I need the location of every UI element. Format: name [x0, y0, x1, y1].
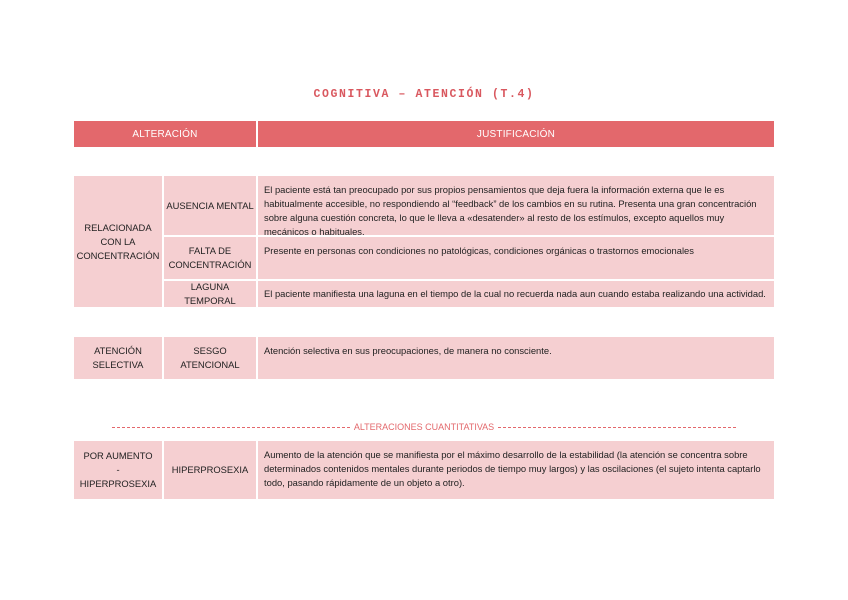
row-name-falta-concentracion: FALTA DE CONCENTRACIÓN: [164, 237, 256, 279]
separator-label: ALTERACIONES CUANTITATIVAS: [353, 422, 495, 432]
row-text-ausencia-mental: El paciente está tan preocupado por sus propios pensamientos que deja fuera la información externa que le es habitualmente accesible, no respondiendo al “feedback” de los cambios en su rutina. Presenta una gran concentración sobre alguna cuestión concreta, lo que le lleva a «desatender» al resto de los estímulos, excepto aquellos muy mecánicos o habituales.: [258, 176, 774, 235]
group-label-concentracion: RELACIONADA CON LA CONCENTRACIÓN: [74, 176, 162, 307]
row-name-sesgo-atencional: SESGO ATENCIONAL: [164, 337, 256, 379]
section-separator: [112, 422, 736, 432]
header-alteracion: ALTERACIÓN: [74, 121, 256, 147]
group-label-hiperprosexia: POR AUMENTO - HIPERPROSEXIA: [74, 441, 162, 499]
row-name-hiperprosexia: HIPERPROSEXIA: [164, 441, 256, 499]
group-label-atencion-selectiva: ATENCIÓN SELECTIVA: [74, 337, 162, 379]
row-text-falta-concentracion: Presente en personas con condiciones no patológicas, condiciones orgánicas o trastornos emocionales: [258, 237, 774, 279]
dashed-line-left: [112, 427, 350, 428]
row-text-sesgo-atencional: Atención selectiva en sus preocupaciones, de manera no consciente.: [258, 337, 774, 379]
header-justificacion: JUSTIFICACIÓN: [258, 121, 774, 147]
row-text-laguna-temporal: El paciente manifiesta una laguna en el tiempo de la cual no recuerda nada aun cuando estaba realizando una actividad.: [258, 281, 774, 307]
dashed-line-right: [498, 427, 736, 428]
row-name-ausencia-mental: AUSENCIA MENTAL: [164, 176, 256, 235]
row-name-laguna-temporal: LAGUNA TEMPORAL: [164, 281, 256, 307]
page-title: COGNITIVA – ATENCIÓN (T.4): [313, 88, 535, 101]
row-text-hiperprosexia: Aumento de la atención que se manifiesta por el máximo desarrollo de la estabilidad (la atención se concentra sobre determinados contenidos mentales durante periodos de tiempo muy largos) y las oscilaciones (el sujeto intenta captarlo todo, pasando rápidamente de un objeto a otro).: [258, 441, 774, 499]
